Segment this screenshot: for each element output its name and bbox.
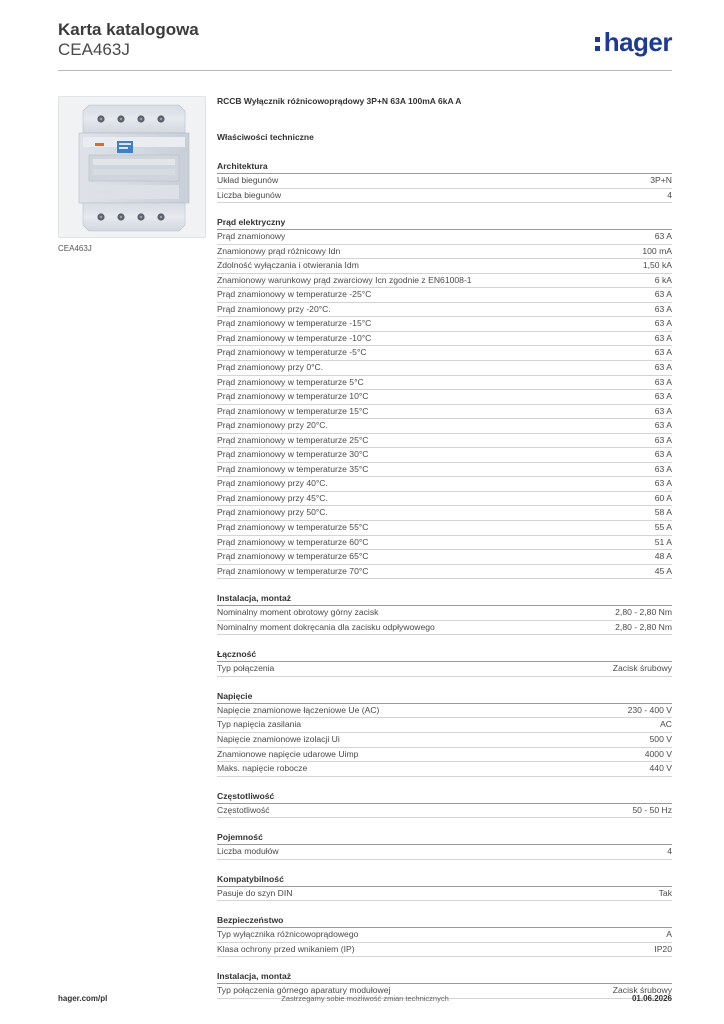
spec-value: 4 bbox=[667, 189, 672, 200]
spec-row bbox=[217, 288, 672, 303]
section-title: Prąd elektryczny bbox=[217, 215, 672, 230]
spec-row bbox=[217, 662, 672, 677]
spec-value: 63 A bbox=[654, 449, 672, 460]
spec-label: Prąd znamionowy przy 45°C. bbox=[217, 492, 328, 503]
spec-value: 63 A bbox=[654, 405, 672, 416]
spec-row bbox=[217, 390, 672, 405]
spec-value: 50 - 50 Hz bbox=[632, 804, 672, 815]
spec-value: Tak bbox=[658, 887, 672, 898]
section-title: Pojemność bbox=[217, 830, 672, 845]
spec-row bbox=[217, 174, 672, 189]
spec-value: 3P+N bbox=[650, 175, 672, 185]
spec-value: 51 A bbox=[654, 536, 672, 547]
spec-label: Prąd znamionowy przy 20°C. bbox=[217, 420, 328, 431]
spec-row bbox=[217, 621, 672, 636]
spec-label: Prąd znamionowy przy 40°C. bbox=[217, 478, 328, 489]
section-title: Łączność bbox=[217, 647, 672, 662]
product-image bbox=[58, 96, 206, 238]
spec-row bbox=[217, 245, 672, 260]
spec-label: Typ połączenia górnego aparatury modułowej bbox=[217, 985, 391, 996]
spec-row bbox=[217, 303, 672, 318]
spec-label: Znamionowy warunkowy prąd zwarciowy Icn zgodnie z EN61008-1 bbox=[217, 274, 472, 285]
spec-value: 55 A bbox=[654, 522, 672, 533]
spec-value: 2,80 - 2,80 Nm bbox=[615, 607, 672, 618]
spec-value: 63 A bbox=[654, 391, 672, 402]
section-title: Kompatybilność bbox=[217, 872, 672, 887]
spec-label: Znamionowe napięcie udarowe Uimp bbox=[217, 748, 359, 759]
spec-label: Nominalny moment obrotowy górny zacisk bbox=[217, 607, 379, 618]
spec-value: 48 A bbox=[654, 551, 672, 562]
hager-logo bbox=[595, 27, 672, 58]
spec-row bbox=[217, 477, 672, 492]
spec-value: IP20 bbox=[654, 943, 672, 954]
spec-label: Prąd znamionowy przy 0°C. bbox=[217, 362, 324, 373]
spec-label: Prąd znamionowy w temperaturze 35°C bbox=[217, 463, 369, 474]
spec-label: Prąd znamionowy w temperaturze 70°C bbox=[217, 565, 369, 576]
spec-value: 440 V bbox=[649, 763, 672, 774]
spec-label: Prąd znamionowy w temperaturze 15°C bbox=[217, 405, 369, 416]
document-code: CEA463J bbox=[58, 40, 130, 59]
spec-label: Prąd znamionowy w temperaturze 5°C bbox=[217, 376, 364, 387]
spec-label: Prąd znamionowy w temperaturze -15°C bbox=[217, 318, 372, 329]
spec-row bbox=[217, 943, 672, 958]
spec-value: 63 A bbox=[654, 362, 672, 373]
spec-label: Prąd znamionowy w temperaturze -10°C bbox=[217, 332, 372, 343]
spec-value: 63 A bbox=[654, 376, 672, 387]
rccb-device-icon bbox=[59, 97, 205, 237]
spec-row bbox=[217, 718, 672, 733]
spec-row bbox=[217, 606, 672, 621]
spec-value: 230 - 400 V bbox=[627, 704, 672, 715]
spec-value: 100 mA bbox=[642, 245, 672, 256]
spec-row bbox=[217, 733, 672, 748]
spec-value: 4 bbox=[667, 846, 672, 857]
spec-row bbox=[217, 521, 672, 536]
spec-value: 63 A bbox=[654, 289, 672, 300]
spec-row bbox=[217, 704, 672, 719]
spec-row bbox=[217, 332, 672, 347]
spec-row bbox=[217, 230, 672, 245]
spec-row bbox=[217, 845, 672, 860]
spec-row bbox=[217, 550, 672, 565]
spec-value: 2,80 - 2,80 Nm bbox=[615, 621, 672, 632]
image-caption: CEA463J bbox=[58, 244, 92, 253]
spec-value: 6 kA bbox=[654, 274, 672, 285]
tech-properties-heading: Właściwości techniczne bbox=[217, 132, 314, 142]
spec-value: A bbox=[666, 929, 672, 940]
spec-label: Prąd znamionowy w temperaturze 25°C bbox=[217, 434, 369, 445]
spec-label: Prąd znamionowy w temperaturze -25°C bbox=[217, 289, 372, 300]
spec-label: Prąd znamionowy w temperaturze 10°C bbox=[217, 391, 369, 402]
spec-row bbox=[217, 536, 672, 551]
spec-value: 63 A bbox=[654, 231, 672, 242]
spec-value: 63 A bbox=[654, 332, 672, 343]
spec-label: Prąd znamionowy przy 50°C. bbox=[217, 507, 328, 518]
spec-value: 63 A bbox=[654, 463, 672, 474]
spec-label: Napięcie znamionowe izolacji Ui bbox=[217, 733, 340, 744]
spec-row bbox=[217, 405, 672, 420]
spec-label: Maks. napięcie robocze bbox=[217, 763, 308, 774]
spec-row bbox=[217, 419, 672, 434]
spec-row bbox=[217, 492, 672, 507]
spec-value: AC bbox=[660, 719, 672, 730]
spec-label: Częstotliwość bbox=[217, 804, 270, 815]
spec-row bbox=[217, 434, 672, 449]
spec-label: Prąd znamionowy w temperaturze 30°C bbox=[217, 449, 369, 460]
spec-label: Pasuje do szyn DIN bbox=[217, 887, 293, 898]
spec-value: Zacisk śrubowy bbox=[612, 985, 672, 996]
section-title: Częstotliwość bbox=[217, 789, 672, 804]
spec-label: Prąd znamionowy przy -20°C. bbox=[217, 303, 331, 314]
spec-value: 63 A bbox=[654, 434, 672, 445]
spec-row bbox=[217, 376, 672, 391]
section-title: Bezpieczeństwo bbox=[217, 913, 672, 928]
spec-label: Znamionowy prąd różnicowy Idn bbox=[217, 245, 341, 256]
spec-label: Prąd znamionowy w temperaturze 60°C bbox=[217, 536, 369, 547]
page-header bbox=[58, 20, 672, 71]
spec-label: Zdolność wyłączania i otwierania Idm bbox=[217, 260, 359, 271]
section-title: Napięcie bbox=[217, 689, 672, 704]
spec-label: Prąd znamionowy w temperaturze 55°C bbox=[217, 522, 369, 533]
spec-value: 1,50 kA bbox=[642, 260, 672, 271]
spec-value: 63 A bbox=[654, 347, 672, 358]
spec-value: 63 A bbox=[654, 420, 672, 431]
section-title: Instalacja, montaż bbox=[217, 591, 672, 606]
spec-label: Klasa ochrony przed wnikaniem (IP) bbox=[217, 943, 355, 954]
spec-row bbox=[217, 361, 672, 376]
spec-sections bbox=[217, 159, 672, 999]
spec-label: Nominalny moment dokręcania dla zacisku odpływowego bbox=[217, 621, 435, 632]
spec-row bbox=[217, 565, 672, 580]
spec-row bbox=[217, 463, 672, 478]
product-title: RCCB Wyłącznik różnicowoprądowy 3P+N 63A 100mA 6kA A bbox=[217, 96, 462, 106]
section-title: Instalacja, montaż bbox=[217, 969, 672, 984]
spec-value: Zacisk śrubowy bbox=[612, 663, 672, 674]
spec-row bbox=[217, 448, 672, 463]
spec-value: 58 A bbox=[654, 507, 672, 518]
logo-dots-icon bbox=[595, 33, 601, 52]
spec-value: 63 A bbox=[654, 303, 672, 314]
spec-row bbox=[217, 346, 672, 361]
spec-value: 4000 V bbox=[644, 748, 672, 759]
spec-row bbox=[217, 887, 672, 902]
section-title: Architektura bbox=[217, 159, 672, 174]
spec-label: Prąd znamionowy w temperaturze 65°C bbox=[217, 551, 369, 562]
spec-value: 63 A bbox=[654, 478, 672, 489]
spec-content bbox=[217, 96, 672, 999]
spec-row bbox=[217, 189, 672, 204]
spec-row bbox=[217, 506, 672, 521]
document-title: Karta katalogowa bbox=[58, 20, 199, 39]
footer-date: 01.06.2026 bbox=[631, 994, 672, 1003]
spec-label: Liczba biegunów bbox=[217, 189, 282, 200]
spec-label: Typ napięcia zasilania bbox=[217, 719, 302, 730]
spec-row bbox=[217, 804, 672, 819]
spec-label: Typ wyłącznika różnicowoprądowego bbox=[217, 929, 359, 940]
footer-disclaimer: Zastrzegamy sobie możliwość zmian technicznych bbox=[281, 994, 449, 1003]
spec-row bbox=[217, 259, 672, 274]
spec-label: Napięcie znamionowe łączeniowe Ue (AC) bbox=[217, 704, 380, 715]
spec-value: 63 A bbox=[654, 318, 672, 329]
spec-row bbox=[217, 748, 672, 763]
spec-row bbox=[217, 762, 672, 777]
logo-text: hager bbox=[603, 27, 672, 57]
spec-value: 60 A bbox=[654, 492, 672, 503]
footer-website-link[interactable]: hager.com/pl bbox=[58, 994, 108, 1003]
spec-value: 45 A bbox=[654, 565, 672, 576]
page-footer bbox=[58, 994, 672, 1008]
spec-row bbox=[217, 928, 672, 943]
spec-label: Liczba modułów bbox=[217, 846, 279, 857]
spec-label: Prąd znamionowy w temperaturze -5°C bbox=[217, 347, 367, 358]
spec-label: Prąd znamionowy bbox=[217, 231, 286, 242]
spec-row bbox=[217, 274, 672, 289]
spec-row bbox=[217, 317, 672, 332]
spec-label: Typ połączenia bbox=[217, 663, 275, 674]
spec-label: Układ biegunów bbox=[217, 175, 279, 185]
spec-value: 500 V bbox=[649, 733, 672, 744]
